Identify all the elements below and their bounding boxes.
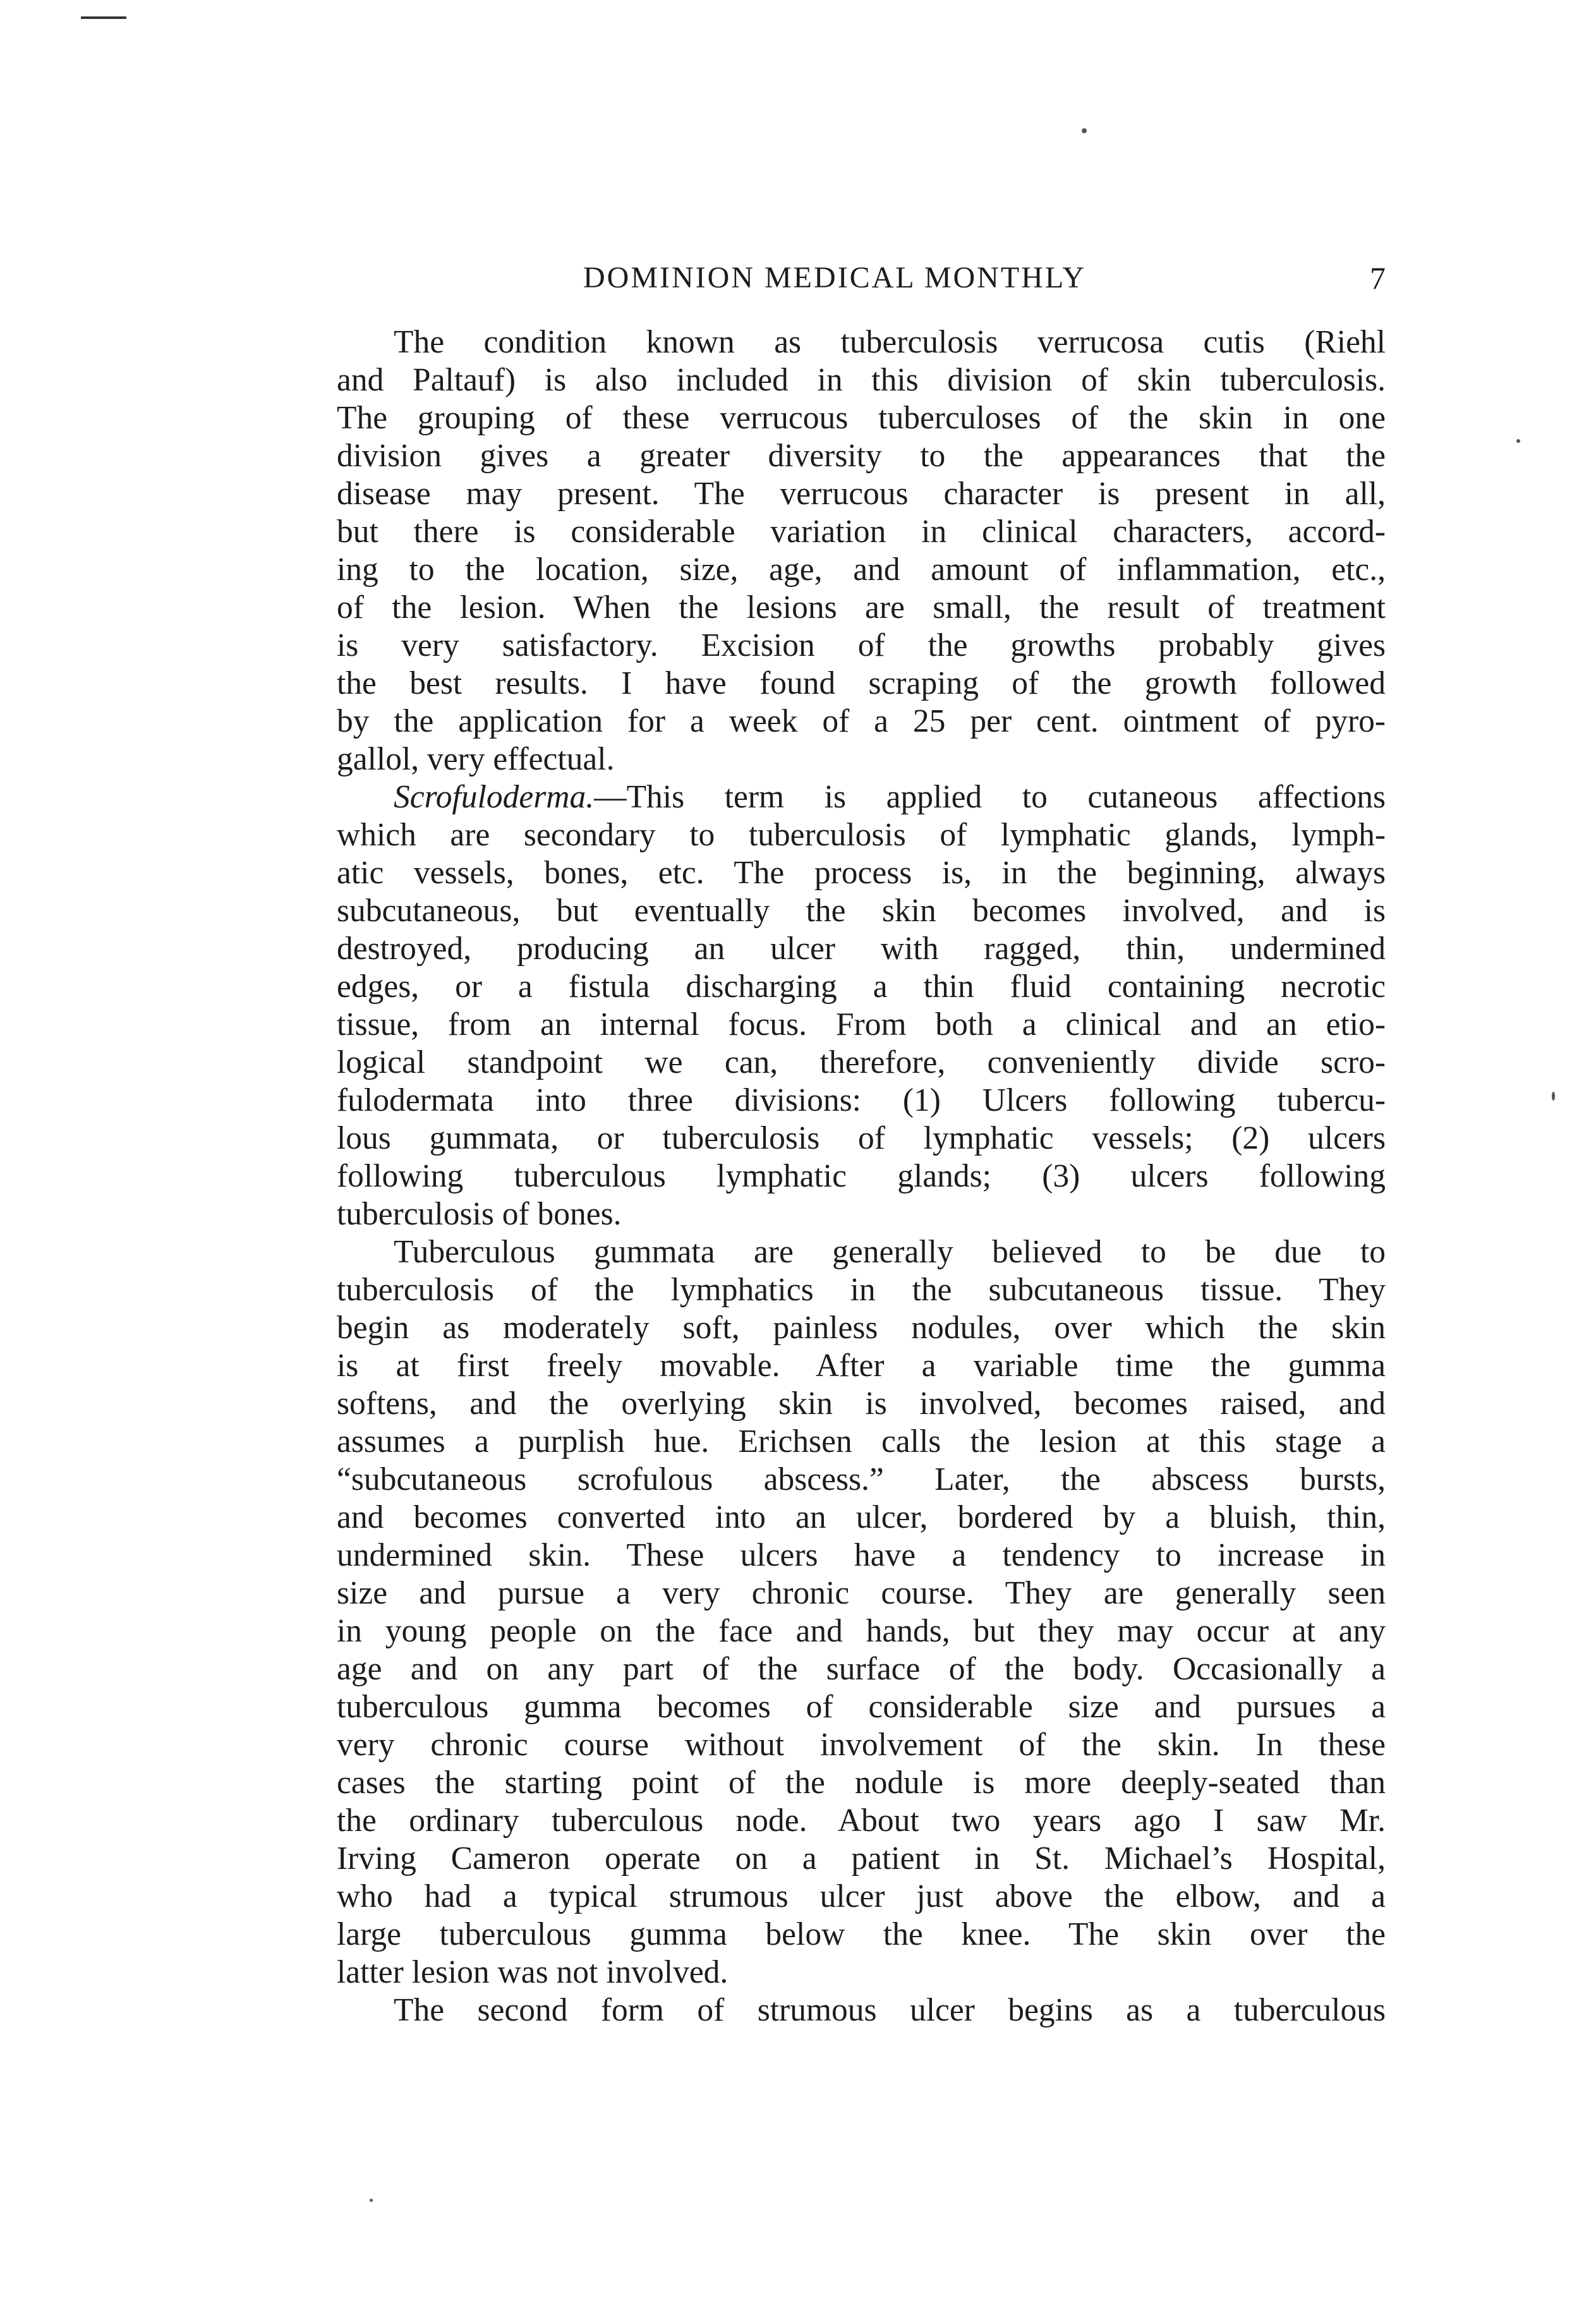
- text-line: subcutaneous, but eventually the skin becomes involved, and is: [337, 893, 1386, 929]
- text-line: tissue, from an internal focus. From both a clinical and an etio-: [337, 1006, 1386, 1043]
- text-line: in young people on the face and hands, but they may occur at any: [337, 1613, 1386, 1649]
- text-line: disease may present. The verrucous character is present in all,: [337, 476, 1386, 512]
- text-line: the best results. I have found scraping of the growth followed: [337, 665, 1386, 701]
- text-line: cases the starting point of the nodule is more deeply-seated than: [337, 1765, 1386, 1801]
- text-line: gallol, very effectual.: [337, 741, 615, 777]
- body-text: [337, 323, 1386, 2029]
- text-line: [337, 778, 1386, 816]
- text-line: latter lesion was not involved.: [337, 1954, 728, 1990]
- paragraph-scrofuloderma: [337, 778, 1386, 1233]
- text-line: Irving Cameron operate on a patient in St. Michael’s Hospital,: [337, 1841, 1386, 1877]
- section-term: Scrofuloderma.: [394, 779, 595, 815]
- text-line: large tuberculous gumma below the knee. The skin over the: [337, 1916, 1386, 1952]
- text-line: very chronic course without involvement of the skin. In these: [337, 1727, 1386, 1763]
- text-line: age and on any part of the surface of the body. Occasionally a: [337, 1651, 1386, 1687]
- text-line: is very satisfactory. Excision of the growths probably gives: [337, 627, 1386, 663]
- text-line: begin as moderately soft, painless nodules, over which the skin: [337, 1310, 1386, 1346]
- text-line: but there is considerable variation in clinical characters, accord-: [337, 514, 1386, 550]
- text-line: undermined skin. These ulcers have a tendency to increase in: [337, 1537, 1386, 1573]
- text-line: “subcutaneous scrofulous abscess.” Later, the abscess bursts,: [337, 1461, 1386, 1497]
- paragraph-second-form: [337, 1992, 1386, 2029]
- text-line: The grouping of these verrucous tuberculoses of the skin in one: [337, 400, 1386, 436]
- running-head: DOMINION MEDICAL MONTHLY: [583, 261, 1087, 294]
- text-line: following tuberculous lymphatic glands; (3) ulcers following: [337, 1158, 1386, 1194]
- scan-speck: [1552, 1092, 1555, 1101]
- text-line: which are secondary to tuberculosis of lymphatic glands, lymph-: [337, 817, 1386, 853]
- text-line: tuberculous gumma becomes of considerable size and pursues a: [337, 1689, 1386, 1725]
- text-line: The second form of strumous ulcer begins as a tuberculous: [394, 1992, 1386, 2028]
- text-line: is at first freely movable. After a variable time the gumma: [337, 1348, 1386, 1384]
- text-line: lous gummata, or tuberculosis of lymphatic vessels; (2) ulcers: [337, 1120, 1386, 1156]
- scan-speck: [1082, 128, 1087, 133]
- text-line: division gives a greater diversity to the appearances that the: [337, 438, 1386, 474]
- text-line: and becomes converted into an ulcer, bordered by a bluish, thin,: [337, 1499, 1386, 1535]
- text-line: tuberculosis of the lymphatics in the subcutaneous tissue. They: [337, 1272, 1386, 1308]
- text-line: and Paltauf) is also included in this division of skin tuberculosis.: [337, 362, 1386, 398]
- paragraph-tuberculous-gummata: [337, 1233, 1386, 1992]
- text-line: assumes a purplish hue. Erichsen calls the lesion at this stage a: [337, 1423, 1386, 1460]
- page-header: [394, 256, 1386, 300]
- text-line: the ordinary tuberculous node. About two years ago I saw Mr.: [337, 1803, 1386, 1839]
- text-line: who had a typical strumous ulcer just above the elbow, and a: [337, 1878, 1386, 1914]
- text-line: by the application for a week of a 25 per cent. ointment of pyro-: [337, 703, 1386, 739]
- text-line: size and pursue a very chronic course. They are generally seen: [337, 1575, 1386, 1611]
- text-line: edges, or a fistula discharging a thin fluid containing necrotic: [337, 969, 1386, 1005]
- text-line: Tuberculous gummata are generally believed to be due to: [394, 1234, 1386, 1270]
- text-line: destroyed, producing an ulcer with ragged, thin, undermined: [337, 931, 1386, 967]
- text-line: atic vessels, bones, etc. The process is, in the beginning, always: [337, 855, 1386, 891]
- scan-speck: [370, 2199, 373, 2202]
- scan-speck: [1516, 439, 1520, 443]
- text-line: logical standpoint we can, therefore, conveniently divide scro-: [337, 1044, 1386, 1080]
- scan-corner-mark: [81, 16, 126, 19]
- paragraph-tuberculosis-verrucosa: [337, 323, 1386, 778]
- text-run: —This term is applied to cutaneous affections: [594, 779, 1386, 815]
- text-line: fulodermata into three divisions: (1) Ulcers following tubercu-: [337, 1082, 1386, 1118]
- text-line: ing to the location, size, age, and amount of inflammation, etc.,: [337, 552, 1386, 588]
- text-line: The condition known as tuberculosis verrucosa cutis (Riehl: [394, 324, 1386, 360]
- text-line: tuberculosis of bones.: [337, 1196, 622, 1232]
- text-line: softens, and the overlying skin is involved, becomes raised, and: [337, 1386, 1386, 1422]
- text-line: of the lesion. When the lesions are small, the result of treatment: [337, 589, 1386, 626]
- page-number: 7: [1370, 260, 1386, 296]
